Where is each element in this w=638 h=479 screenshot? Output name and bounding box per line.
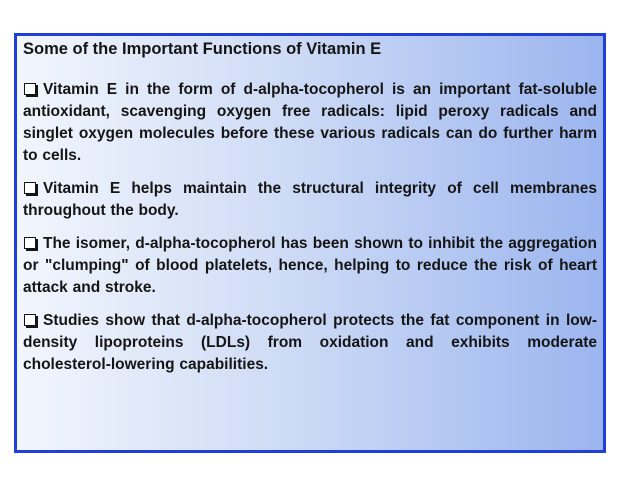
bullet-item (23, 233, 597, 299)
bullet-item (23, 79, 597, 167)
bullet-item (23, 310, 597, 376)
checkbox-bullet-icon (24, 237, 36, 249)
content-box (14, 33, 606, 453)
bullet-item (23, 178, 597, 222)
checkbox-bullet-icon (24, 314, 36, 326)
bullet-text: Vitamin E helps maintain the structural integrity of cell membranes throughout the body. (23, 180, 597, 219)
bullet-text: Vitamin E in the form of d-alpha-tocopherol is an important fat-soluble antioxidant, scavenging oxygen free radicals: lipid peroxy radicals and singlet oxygen molecules before these various radicals can do further harm to cells. (23, 81, 597, 164)
slide-title: Some of the Important Functions of Vitamin E (23, 40, 382, 58)
checkbox-bullet-icon (24, 182, 36, 194)
checkbox-bullet-icon (24, 83, 36, 95)
bullet-text: The isomer, d-alpha-tocopherol has been shown to inhibit the aggregation or "clumping" of blood platelets, hence, helping to reduce the risk of heart attack and stroke. (23, 235, 597, 296)
bullet-text: Studies show that d-alpha-tocopherol protects the fat component in low-density lipoproteins (LDLs) from oxidation and exhibits moderate cholesterol-lowering capabilities. (23, 312, 597, 373)
